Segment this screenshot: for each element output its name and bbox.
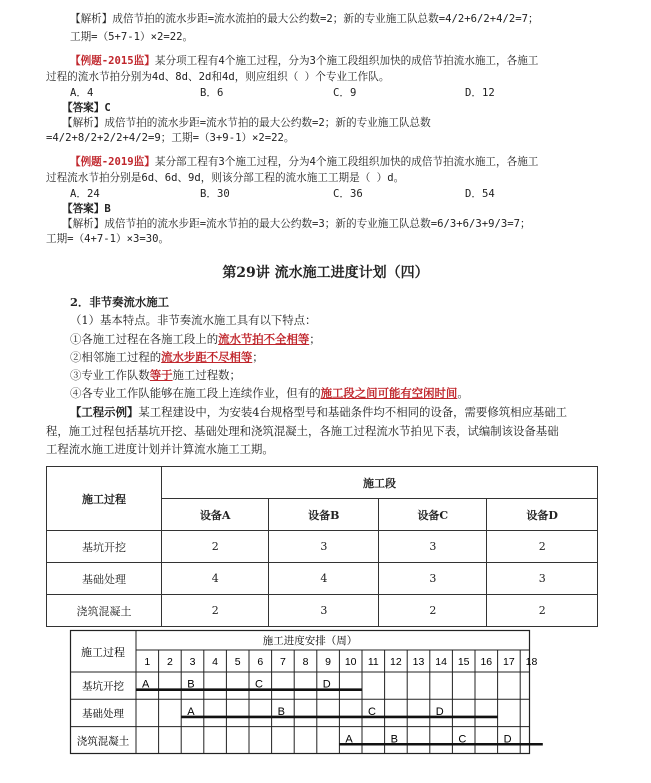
gantt-week-label: 9: [325, 656, 332, 668]
gantt-week-label: 6: [257, 656, 264, 668]
q2-option-d: D．12: [465, 87, 495, 99]
gantt-week-label: 16: [480, 656, 493, 668]
table-row: [47, 563, 598, 595]
gantt-bar-label: C: [368, 705, 376, 718]
section-intro: （1）基本特点。非节奏流水施工具有以下特点：: [70, 313, 317, 327]
q2-tag: 【例题-2015监】: [70, 55, 155, 67]
feature-2-text: ②相邻施工过程的: [70, 350, 162, 364]
cell: 3: [269, 595, 379, 627]
feature-4-end: 。: [457, 386, 469, 400]
gantt-bar-label: B: [277, 705, 285, 718]
gantt-bar-label: A: [187, 705, 195, 718]
feature-1-emphasis: 流水节拍不全相等: [218, 332, 310, 346]
th-segment: 施工段: [162, 467, 598, 499]
gantt-bar-label: B: [390, 733, 398, 746]
q3-stem1: 某分部工程有3个施工过程，分为4个施工段组织加快的成倍节拍流水施工，各施工: [154, 156, 539, 168]
cell: 3: [487, 563, 598, 595]
gantt-bar-label: B: [187, 678, 195, 691]
q2-option-b: B．6: [200, 87, 224, 99]
gantt-week-label: 3: [189, 656, 196, 668]
gantt-bar-label: C: [458, 733, 467, 746]
feature-3: [70, 368, 241, 383]
section-title: 2．非节奏流水施工: [70, 295, 170, 309]
example-text1: 某工程建设中，为安装4台规格型号和基础条件均不相同的设备，需要修筑相应基础工: [138, 405, 568, 419]
gantt-row-label: 基础处理: [82, 707, 124, 720]
feature-3-end: 施工过程数；: [172, 368, 241, 382]
q2-analysis2: =4/2+8/2+2/2+4/2=9；工期=（3+9-1）×2=22。: [46, 132, 295, 144]
gantt-bar-label: D: [503, 733, 512, 746]
example-line2: 程，施工过程包括基坑开挖、基础处理和浇筑混凝土，各施工过程流水节拍见下表，试编制该设备基础: [46, 424, 559, 438]
cell: 4: [269, 563, 379, 595]
q3-option-d: D．54: [465, 188, 495, 200]
gantt-week-label: 2: [166, 656, 173, 668]
q2-stem-line1: [70, 54, 538, 68]
q2-stem2: 过程的流水节拍分别为4d、8d、2d和4d，则应组织（ ）个专业工作队。: [46, 71, 390, 83]
gantt-week-label: 8: [302, 656, 309, 668]
feature-1-end: ；: [309, 332, 321, 346]
gantt-bar-label: A: [142, 678, 150, 691]
gantt-row-label: 基坑开挖: [82, 680, 124, 693]
gantt-bar-label: D: [322, 678, 331, 691]
q1-analysis: 【解析】成倍节拍的流水步距=流水流拍的最大公约数=2；新的专业施工队总数=4/2+6/2+4/2=7；: [70, 13, 539, 25]
gantt-week-label: 15: [457, 656, 470, 668]
row-name: 基坑开挖: [47, 531, 162, 563]
th-process: 施工过程: [47, 467, 162, 531]
th-seg-d: 设备D: [487, 499, 598, 531]
q3-option-a: A．24: [70, 188, 100, 200]
q2-option-a: A．4: [70, 87, 94, 99]
gantt-schedule-header: 施工进度安排（周）: [262, 635, 358, 647]
feature-2-emphasis: 流水步距不尽相等: [161, 350, 253, 364]
table-row: [47, 531, 598, 563]
row-name: 浇筑混凝土: [47, 595, 162, 627]
q2-analysis1: 【解析】成倍节拍的流水步距=流水节拍的最大公约数=2；新的专业施工队总数: [62, 117, 431, 129]
cell: 2: [487, 531, 598, 563]
th-seg-c: 设备C: [379, 499, 487, 531]
q3-option-b: B．30: [200, 188, 230, 200]
gantt-week-label: 18: [525, 656, 538, 668]
q3-tag: 【例题-2019监】: [70, 156, 155, 168]
example-line1: [70, 405, 567, 420]
q3-stem2: 过程流水节拍分别是6d、6d、9d，则该分部工程的流水施工工期是（ ）d。: [46, 172, 405, 184]
th-seg-a: 设备A: [162, 499, 269, 531]
q3-analysis2: 工期=（4+7-1）×3=30。: [46, 233, 170, 245]
gantt-week-label: 4: [212, 656, 219, 668]
cell: 3: [379, 531, 487, 563]
th-seg-b: 设备B: [269, 499, 379, 531]
q1-duration: 工期=（5+7-1）×2=22。: [70, 31, 194, 43]
gantt-week-label: 17: [503, 656, 515, 668]
example-tag: 【工程示例】: [70, 405, 139, 419]
gantt-week-label: 12: [390, 656, 402, 668]
feature-3-text: ③专业工作队数: [70, 368, 150, 382]
gantt-week-label: 13: [412, 656, 425, 668]
gantt-bar-label: D: [435, 705, 444, 718]
feature-4: [70, 386, 469, 401]
feature-2-end: ；: [252, 350, 264, 364]
cell: 2: [379, 595, 487, 627]
gantt-week-label: 1: [144, 656, 151, 668]
gantt-week-label: 11: [367, 656, 379, 668]
q2-option-c: C．9: [333, 87, 357, 99]
gantt-week-label: 10: [344, 656, 357, 668]
cell: 2: [162, 595, 269, 627]
q3-analysis1: 【解析】成倍节拍的流水步距=流水节拍的最大公约数=3；新的专业施工队总数=6/3+6/3+9/3=7；: [62, 218, 531, 230]
q3-stem-line1: [70, 155, 538, 169]
gantt-bar-label: C: [255, 678, 263, 691]
table-row: [47, 595, 598, 627]
feature-1-text: ①各施工过程在各施工段上的: [70, 332, 219, 346]
gantt-bar-label: A: [345, 733, 353, 746]
cell: 3: [269, 531, 379, 563]
example-line3: 工程流水施工进度计划并计算流水施工工期。: [46, 442, 274, 456]
gantt-week-label: 14: [435, 656, 447, 668]
feature-1: [70, 332, 321, 347]
cell: 2: [162, 531, 269, 563]
q2-answer: 【答案】C: [62, 102, 111, 114]
q3-answer: 【答案】B: [62, 203, 111, 215]
cell: 3: [379, 563, 487, 595]
cell: 2: [487, 595, 598, 627]
feature-2: [70, 350, 264, 365]
row-name: 基础处理: [47, 563, 162, 595]
gantt-row-label: 浇筑混凝土: [76, 735, 130, 748]
beat-table: [46, 466, 598, 627]
gantt-week-label: 7: [279, 656, 286, 668]
feature-3-emphasis: 等于: [149, 368, 173, 382]
gantt-process-header: 施工过程: [81, 647, 125, 659]
gantt-week-label: 5: [234, 656, 241, 668]
lecture-title: 第29讲 流水施工进度计划（四）: [222, 265, 429, 281]
cell: 4: [162, 563, 269, 595]
schedule-gantt: [70, 630, 538, 755]
feature-4-text: ④各专业工作队能够在施工段上连续作业，但有的: [70, 386, 321, 400]
q3-option-c: C．36: [333, 188, 363, 200]
feature-4-emphasis: 施工段之间可能有空闲时间: [320, 386, 458, 400]
q2-stem1: 某分项工程有4个施工过程，分为3个施工段组织加快的成倍节拍流水施工，各施工: [154, 55, 539, 67]
